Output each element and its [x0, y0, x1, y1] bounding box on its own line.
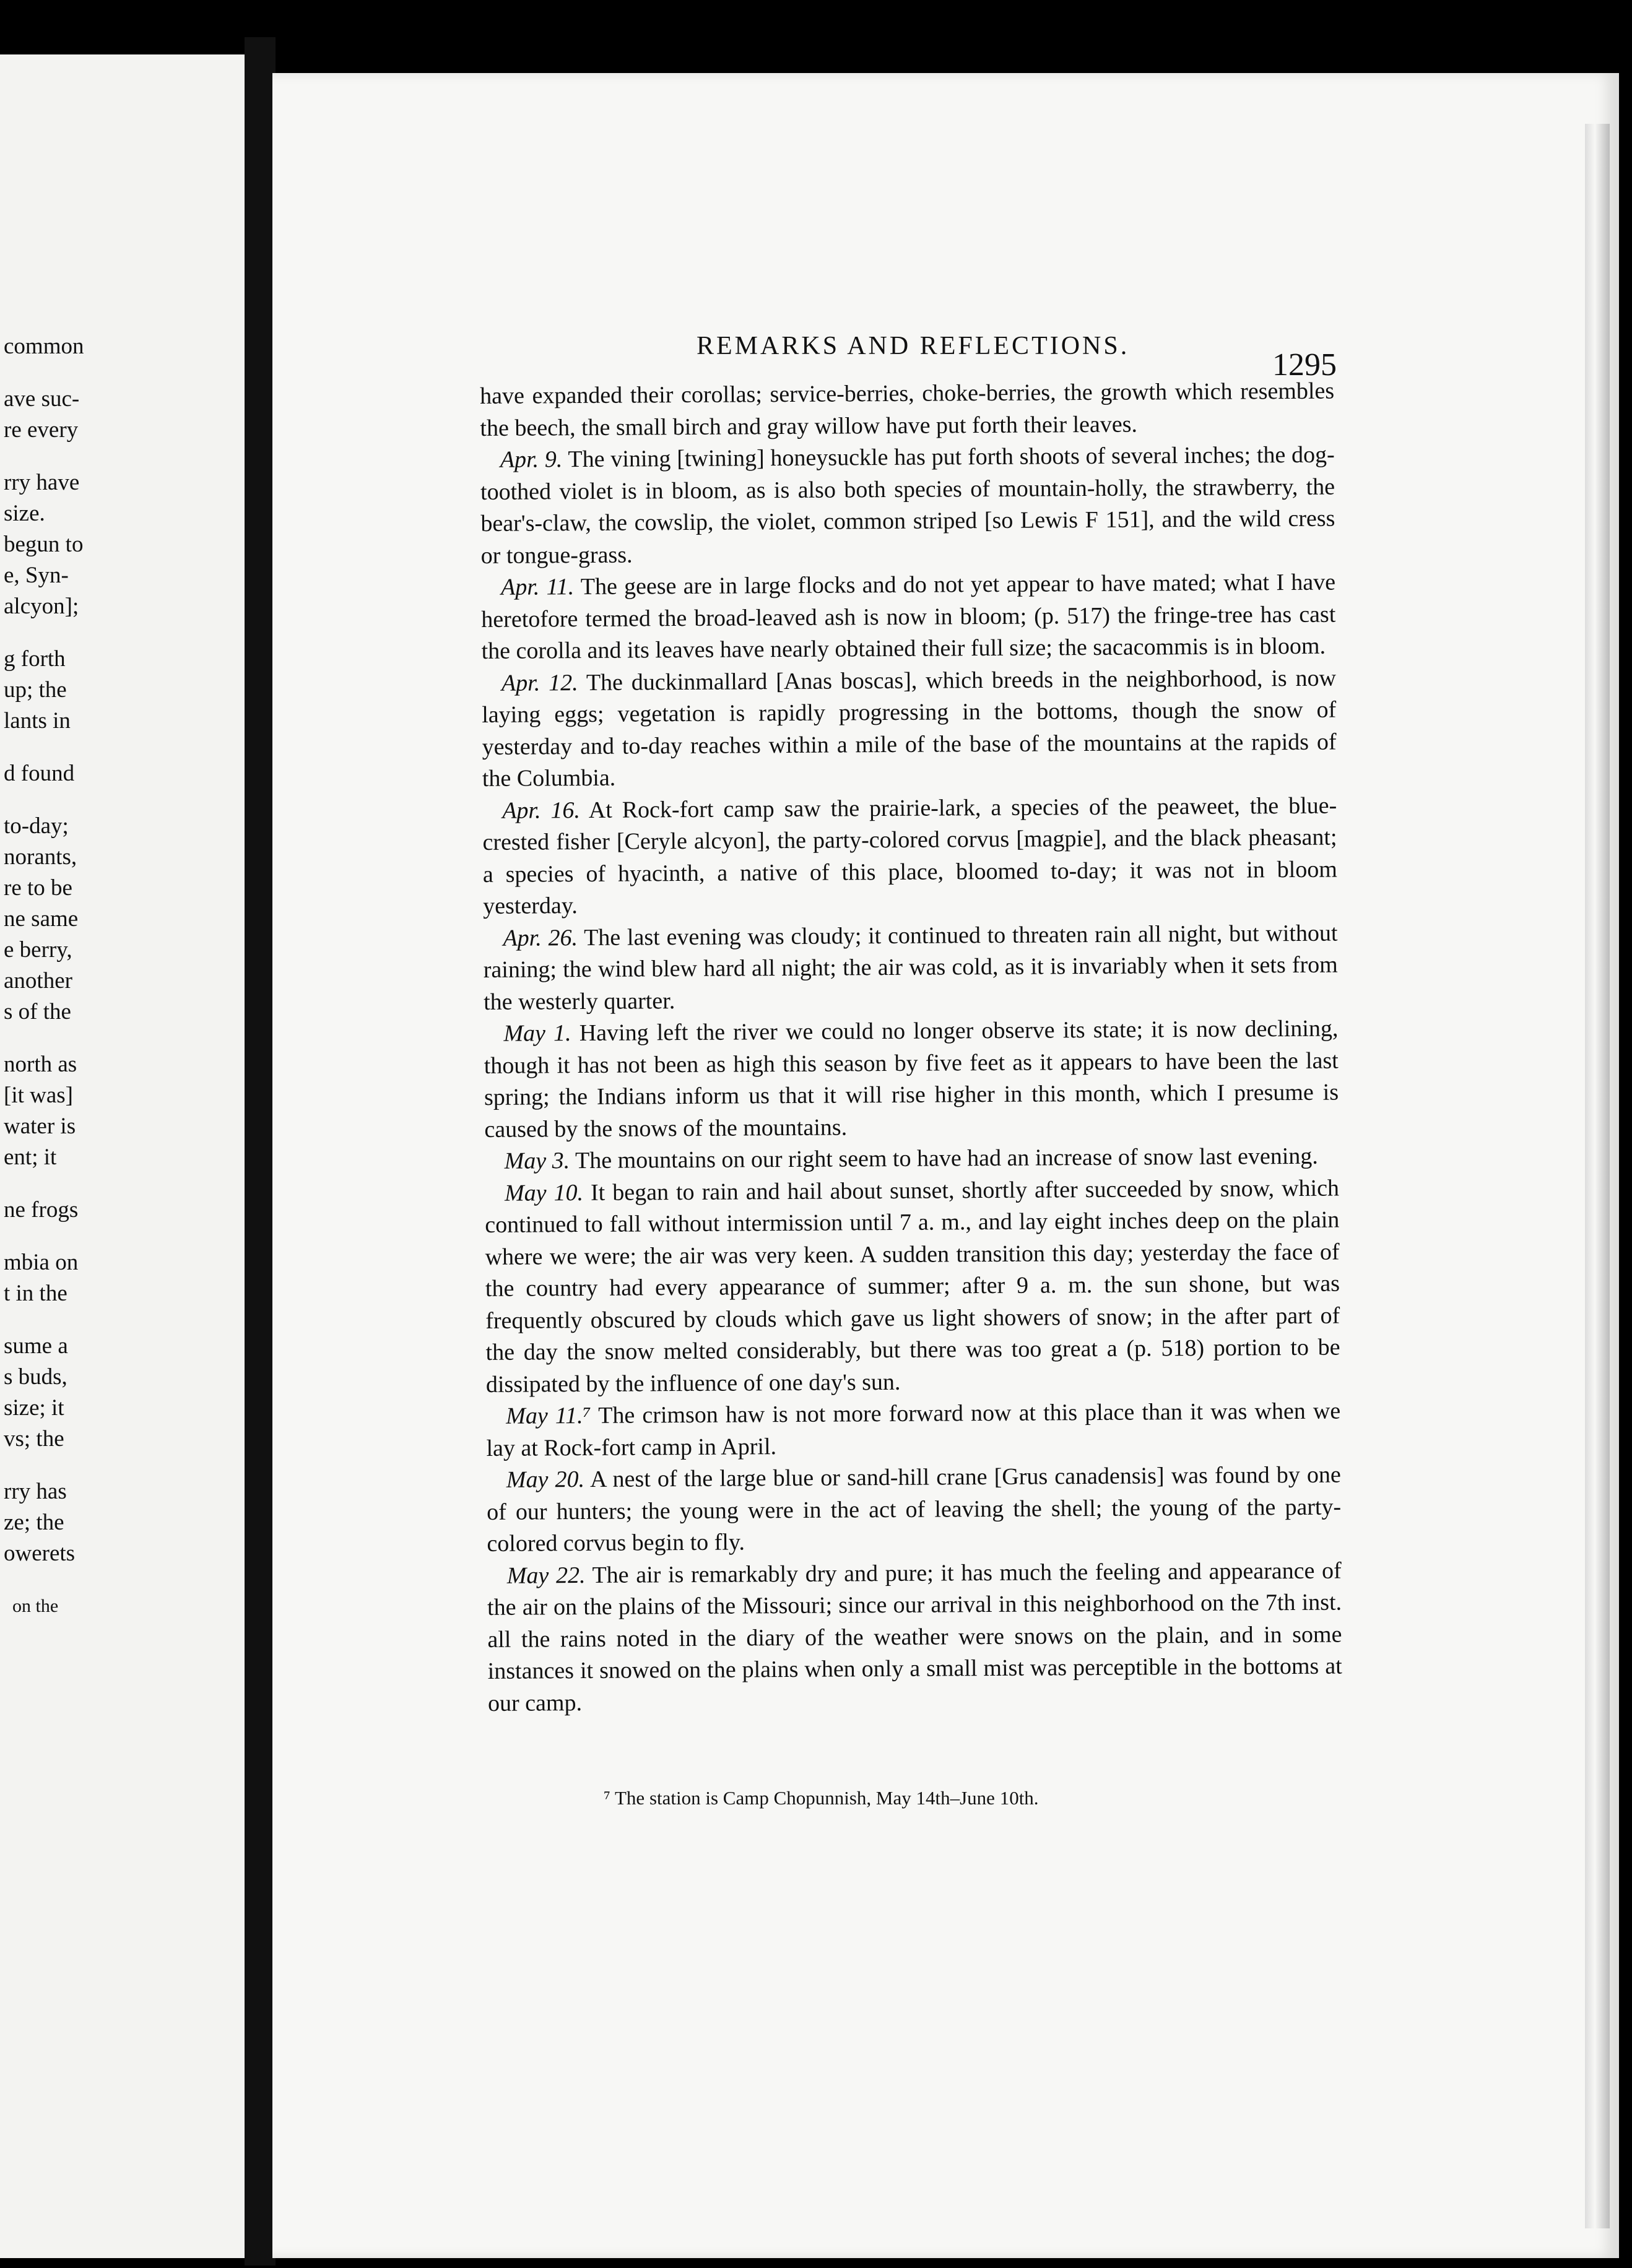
facing-page-text-fragment: on the [12, 1596, 59, 1616]
paragraph [481, 567, 1336, 668]
paragraph [486, 1396, 1341, 1465]
facing-page-text-fragment: another [4, 968, 72, 993]
footnote: ⁷ The station is Camp Chopunnish, May 14th–June 10th. [604, 1787, 1039, 1809]
page-edge [1585, 124, 1610, 2228]
facing-page-text-fragment: d found [4, 761, 75, 786]
facing-page-text-fragment: ze; the [4, 1510, 64, 1535]
entry-text: At Rock-fort camp saw the prairie-lark, a species of the peaweet, the blue-crested fisher [Ceryle alcyon], the party-colored corvus [magpie], and the black pheasant; a species of hyacinth, a native of this place, bloomed to-day; it was not in bloom yesterday. [482, 792, 1337, 919]
facing-page-text-fragment: north as [4, 1052, 77, 1077]
paragraph [483, 917, 1338, 1018]
facing-page-text-fragment: re every [4, 417, 79, 443]
page-number: 1295 [1272, 347, 1337, 383]
paragraph [485, 1141, 1339, 1178]
entry-text: The crimson haw is not more forward now at this place than it was when we lay at Rock-fort camp in April. [486, 1398, 1341, 1461]
entry-date: Apr. 26. [503, 924, 578, 951]
entry-date: Apr. 9. [500, 446, 563, 473]
facing-page-text-fragment: ent; it [4, 1145, 57, 1170]
facing-page-text-fragment: common [4, 334, 84, 359]
entry-date: Apr. 11. [500, 574, 575, 600]
entry-text: The vining [twining] honeysuckle has put forth shoots of several inches; the dog-toothed violet is in bloom, as is also both species of mountain-holly, the strawberry, the bear's-claw, the cowslip, the violet, common striped [so Lewis F 151], and the wild cress or tongue-grass. [480, 441, 1335, 569]
facing-page-text-fragment: up; the [4, 677, 67, 703]
entry-text: Having left the river we could no longer observe its state; it is now declining, though it has not been as high this season by five feet as it appears to have been the last spring; the Indians inform us that it will rise higher in this month, which I presume is caused by the snows of the mountains. [484, 1015, 1339, 1143]
entry-date: May 11.⁷ [506, 1402, 591, 1429]
facing-page-text-fragment: lants in [4, 708, 71, 734]
facing-page-text-fragment: to-day; [4, 813, 69, 839]
facing-page-text-fragment: rry have [4, 470, 80, 495]
facing-page-text-fragment: mbia on [4, 1250, 79, 1275]
entry-text: The duckinmallard [Anas boscas], which breeds in the neighborhood, is now laying eggs; vegetation is rapidly progressing in the bottoms, though the snow of yesterday and to-day reaches within a mile of the base of the mountains at the rapids of the Columbia. [482, 665, 1337, 792]
facing-page-text-fragment: e, Syn- [4, 563, 69, 588]
facing-page-text-fragment: s buds, [4, 1364, 67, 1390]
entry-date: May 20. [506, 1466, 585, 1493]
entry-date: May 10. [504, 1179, 584, 1206]
entry-text: The last evening was cloudy; it continued to threaten rain all night, but without raining; the wind blew hard all night; the air was cold, as it is invariably when it sets from the westerly quarter. [483, 920, 1338, 1015]
facing-page-text-fragment: rry has [4, 1479, 67, 1504]
facing-page-text-fragment: vs; the [4, 1426, 64, 1452]
paragraph [482, 790, 1337, 922]
facing-page-text-fragment: size. [4, 501, 45, 526]
entry-text: The air is remarkably dry and pure; it has much the feeling and appearance of the air on the plains of the Missouri; since our arrival in this neighborhood on the 7th inst. all the rains noted in the diary of the weather were snows on the plain, and in some instances it snowed on the plains when only a small mist was perceptible in the bottoms at our camp. [487, 1557, 1342, 1716]
paragraph [484, 1013, 1339, 1146]
facing-page-text-fragment: norants, [4, 844, 77, 870]
facing-page-text-fragment: g forth [4, 646, 66, 672]
paragraph [485, 1172, 1340, 1401]
facing-page-text-fragment: e berry, [4, 937, 72, 963]
facing-page-text-fragment: owerets [4, 1541, 76, 1566]
paragraph [480, 376, 1335, 444]
entry-text: have expanded their corollas; service-berries, choke-berries, the growth which resembles the beech, the small birch and gray willow have put forth their leaves. [480, 378, 1335, 441]
body-text [480, 376, 1342, 1720]
entry-date: May 3. [504, 1148, 570, 1174]
facing-page-text-fragment: water is [4, 1114, 76, 1139]
paragraph [480, 439, 1335, 572]
entry-date: Apr. 12. [501, 669, 578, 696]
facing-page-text-fragment: t in the [4, 1281, 67, 1306]
entry-date: May 1. [503, 1020, 571, 1047]
facing-page-text-fragment: ne same [4, 906, 79, 932]
entry-date: Apr. 16. [502, 797, 581, 824]
facing-page-text-fragment: s of the [4, 999, 71, 1024]
facing-page-text-fragment: ave suc- [4, 386, 80, 412]
facing-page-text-fragment: size; it [4, 1395, 64, 1421]
facing-page-text-fragment: [it was] [4, 1083, 73, 1108]
paragraph [487, 1460, 1342, 1560]
book-gutter [245, 37, 276, 2266]
entry-text: The geese are in large flocks and do not yet appear to have mated; what I have heretofore termed the broad-leaved ash is now in bloom; (p. 517) the fringe-tree has cast the corolla and its leaves have nearly obtained their full size; the sacacommis is in bloom. [481, 569, 1336, 664]
facing-page-text-fragment: alcyon]; [4, 594, 79, 619]
entry-date: May 22. [506, 1562, 586, 1589]
entry-text: The mountains on our right seem to have had an increase of snow last evening. [570, 1143, 1318, 1174]
paragraph [487, 1555, 1343, 1720]
facing-page-text-fragment: sume a [4, 1333, 68, 1359]
running-head: REMARKS AND REFLECTIONS. [697, 332, 1130, 360]
facing-page-text-fragment: ne frogs [4, 1197, 79, 1223]
entry-text: A nest of the large blue or sand-hill crane [Grus canadensis] was found by one of our hunters; the young were in the act of leaving the shell; the young of the party-colored corvus begin to fly. [487, 1461, 1342, 1557]
entry-text: It began to rain and hail about sunset, shortly after succeeded by snow, which continued to fall without intermission until 7 a. m., and lay eight inches deep on the plain where we were; the air was very keen. A sudden transition this day; yesterday the face of the country had every appearance of summer; after 9 a. m. the sun shone, but was frequently obscured by clouds which gave us light showers of snow; in the after part of the day the snow melted considerably, but there was too great a (p. 518) portion to be dissipated by the influence of one day's sun. [485, 1175, 1340, 1398]
facing-page-text-fragment: begun to [4, 532, 84, 557]
paragraph [482, 662, 1337, 795]
facing-page-left [0, 54, 245, 2258]
facing-page-text-fragment: re to be [4, 875, 72, 901]
